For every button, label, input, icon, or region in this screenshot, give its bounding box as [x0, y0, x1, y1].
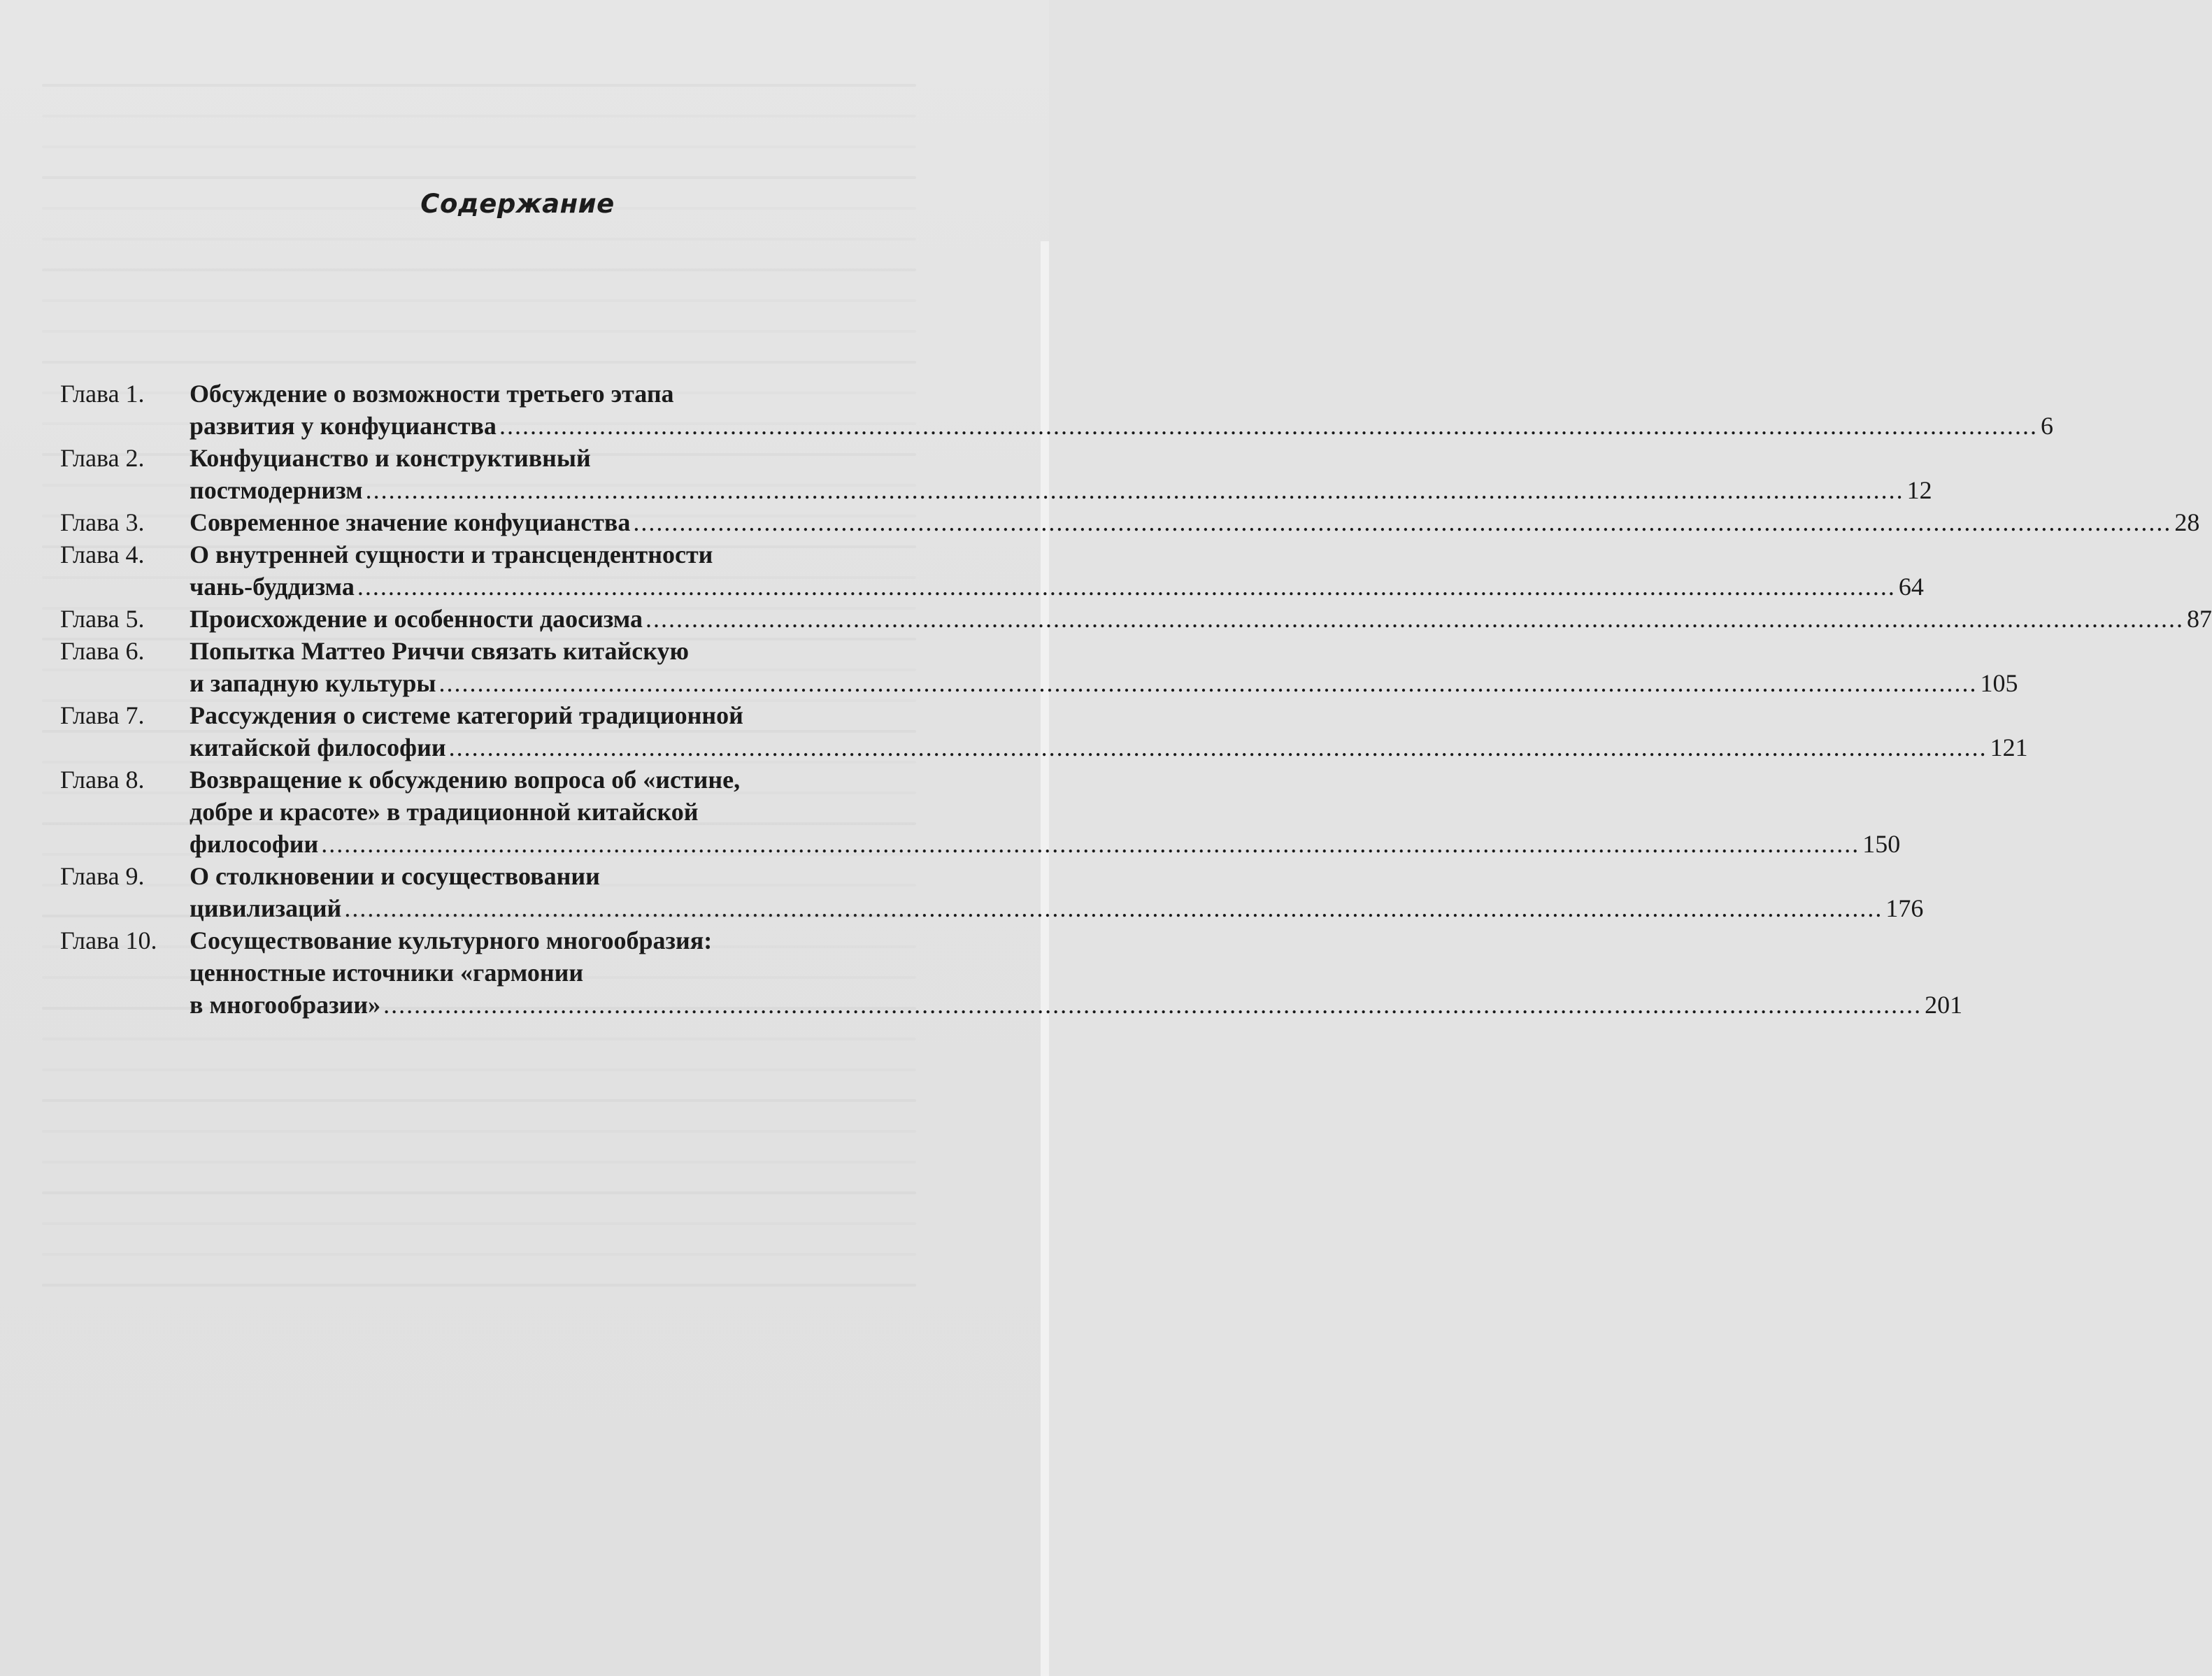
chapter-title-last-line	[190, 667, 2018, 699]
bleed-through-line	[42, 822, 916, 825]
bleed-through-line	[42, 884, 916, 887]
bleed-through-line	[42, 668, 916, 671]
page-number: 87	[2187, 605, 2212, 633]
page-number: 105	[1980, 669, 2018, 697]
bleed-through-line	[42, 361, 916, 364]
bleed-through-line	[42, 699, 916, 702]
chapter-title-line: китайской философии	[190, 733, 446, 761]
page-number: 64	[1898, 573, 1924, 601]
chapter-number: Глава 1.	[60, 380, 145, 408]
chapter-title-line: постмодернизм	[190, 476, 363, 504]
bleed-through-line	[42, 638, 916, 640]
bleed-through-line	[42, 115, 916, 117]
chapter-title-line: цивилизаций	[190, 894, 342, 922]
chapter-number: Глава 8.	[60, 766, 145, 794]
dot-leader	[499, 410, 2038, 442]
page-number: 28	[2174, 508, 2200, 536]
bleed-through-line	[42, 176, 916, 179]
chapter-title	[190, 442, 1932, 506]
dot-leader	[438, 667, 1977, 699]
chapter-number: Глава 9.	[60, 862, 145, 890]
bleed-through-line	[42, 976, 916, 979]
chapter-title	[190, 506, 2199, 538]
bleed-through-line	[42, 392, 916, 394]
chapter-title-line: Возвращение к обсуждению вопроса об «истине,	[190, 766, 741, 794]
chapter-title	[190, 764, 1900, 860]
bleed-through-line	[42, 145, 916, 148]
chapter-title-last-line	[190, 989, 1962, 1021]
toc-entry	[60, 378, 2053, 442]
chapter-title-line: Рассуждения о системе категорий традиционной	[190, 701, 743, 729]
chapter-number: Глава 10.	[60, 926, 157, 954]
bleed-through-line	[42, 453, 916, 456]
bleed-through-line	[42, 792, 916, 794]
chapter-title-last-line	[190, 892, 1923, 924]
chapter-title-line: О столкновении и сосуществовании	[190, 862, 600, 890]
chapter-title-last-line	[190, 410, 2053, 442]
bleed-through-line	[42, 915, 916, 917]
page-number: 121	[1990, 733, 2028, 761]
chapter-title-last-line	[190, 506, 2199, 538]
page-title: Содержание	[420, 189, 615, 219]
page-number: 150	[1862, 830, 1901, 858]
toc-entry	[60, 506, 2200, 538]
bleed-through-line	[42, 515, 916, 517]
chapter-title-line: ценностные источники «гармонии	[190, 959, 584, 987]
page-number: 12	[1906, 476, 1932, 504]
bleed-through-line	[42, 330, 916, 333]
bleed-through-line	[42, 1068, 916, 1071]
dot-leader	[357, 571, 1896, 603]
bleed-through-line	[42, 484, 916, 487]
bleed-through-line	[42, 545, 916, 548]
page-number: 6	[2040, 412, 2053, 440]
bleed-through-line	[42, 422, 916, 425]
bleed-through-line	[42, 268, 916, 271]
bleed-through-line	[42, 945, 916, 948]
toc-entry	[60, 442, 1932, 506]
chapter-title-line: философии	[190, 830, 319, 858]
chapter-title	[190, 635, 2018, 699]
bleed-through-line	[42, 607, 916, 610]
bleed-through-line	[42, 1253, 916, 1256]
dot-leader	[633, 506, 2171, 538]
page-number: 201	[1925, 991, 1963, 1019]
dot-leader	[449, 731, 1988, 764]
chapter-number: Глава 7.	[60, 701, 145, 729]
dot-leader	[344, 892, 1883, 924]
chapter-title	[190, 378, 2053, 442]
bleed-through-line	[42, 761, 916, 764]
bleed-through-line	[42, 1099, 916, 1102]
bleed-through-line	[42, 84, 916, 87]
bleed-through-line	[42, 576, 916, 579]
bleed-through-line	[42, 1284, 916, 1287]
chapter-title-line: развития у конфуцианства	[190, 412, 497, 440]
chapter-number: Глава 2.	[60, 444, 145, 472]
toc-entry	[60, 764, 1901, 860]
bleed-through-line	[42, 1130, 916, 1133]
bleed-through-line	[42, 1222, 916, 1225]
bleed-through-line	[42, 207, 916, 210]
chapter-number: Глава 3.	[60, 508, 145, 536]
bleed-through-line	[42, 853, 916, 856]
chapter-number: Глава 4.	[60, 540, 145, 568]
chapter-number: Глава 5.	[60, 605, 145, 633]
chapter-title-line: Сосуществование культурного многообразия:	[190, 926, 713, 954]
chapter-title-last-line	[190, 731, 2028, 764]
chapter-title-last-line	[190, 474, 1932, 506]
chapter-title-line: Попытка Маттео Риччи связать китайскую	[190, 637, 689, 665]
bleed-through-line	[42, 238, 916, 241]
chapter-title-last-line	[190, 571, 1924, 603]
chapter-title-line: добре и красоте» в традиционной китайской	[190, 798, 699, 826]
bleed-through-line	[42, 1191, 916, 1194]
chapter-title-line: Современное значение конфуцианства	[190, 508, 631, 536]
bleed-through-line	[42, 730, 916, 733]
dot-leader	[366, 474, 1904, 506]
dot-leader	[383, 989, 1922, 1021]
bleed-through-line	[42, 299, 916, 302]
chapter-title-line: чань-буддизма	[190, 573, 355, 601]
chapter-title-line: О внутренней сущности и трансцендентности	[190, 540, 713, 568]
chapter-title-line: и западную культуры	[190, 669, 436, 697]
chapter-title-line: Конфуцианство и конструктивный	[190, 444, 591, 472]
chapter-title-line: в многообразии»	[190, 991, 381, 1019]
bleed-through-line	[42, 1038, 916, 1040]
toc-entry	[60, 635, 2018, 699]
chapter-title-line: Происхождение и особенности даосизма	[190, 605, 643, 633]
chapter-number: Глава 6.	[60, 637, 145, 665]
chapter-title-line: Обсуждение о возможности третьего этапа	[190, 380, 674, 408]
bleed-through-line	[42, 1161, 916, 1163]
bleed-through-line	[42, 1007, 916, 1010]
page-number: 176	[1885, 894, 1924, 922]
